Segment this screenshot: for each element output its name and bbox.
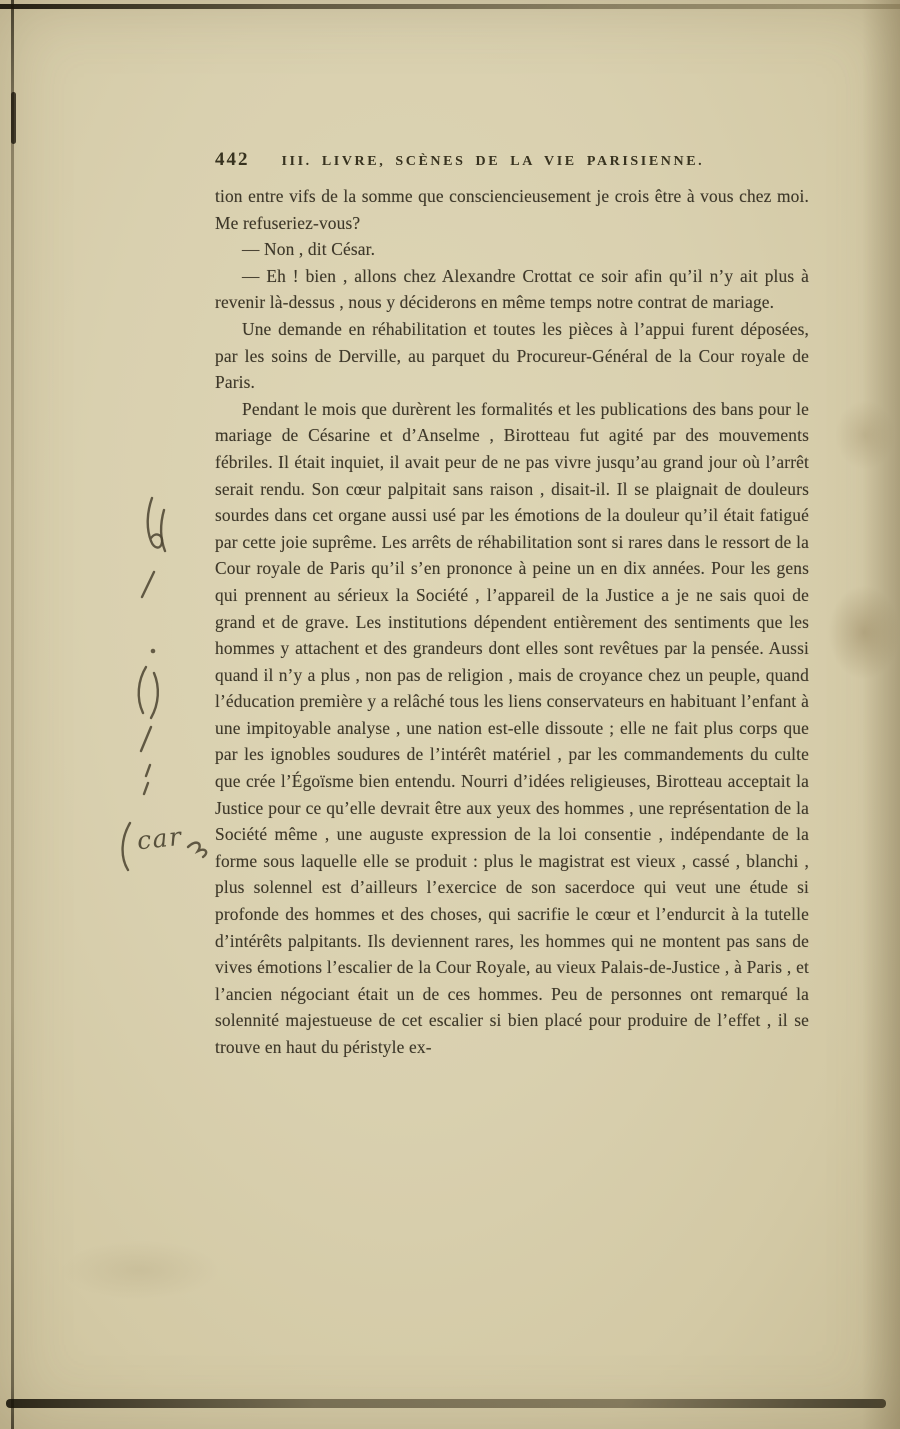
scan-edge-left	[11, 0, 14, 1429]
paragraph: tion entre vifs de la somme que consciencieusement je crois être à vous chez moi. Me refuseriez-vous?	[215, 186, 809, 233]
handwritten-mark-tick-1	[146, 765, 150, 776]
margin-note-text: car	[135, 821, 184, 856]
scan-edge-corner-mark	[11, 92, 16, 144]
running-header: III. LIVRE, SCÈNES DE LA VIE PARISIENNE.	[281, 154, 705, 169]
paragraph: Une demande en réhabilitation et toutes les pièces à l’appui furent déposées, par les soins de Derville, au parquet du Procureur-Général de la Cour royale de Paris.	[215, 318, 809, 393]
handwritten-mark-flourish-2	[161, 510, 165, 551]
paragraph: Pendant le mois que durèrent les formalités et les publications des bans pour le mariage de Césarine et d’Anselme , Birotteau fut agité par des mouvements fébriles. Il était inquiet, il avait peur de ne pas vivre jusqu’au grand jour où l’arrêt serait rendu. Son cœur palpitait sans raison , disait-il. Il se plaignait de douleurs sourdes dans cet organe aussi usé par les émotions de la douleur qu’il était fatigué par cette joie suprême. Les arrêts de réhabilitation sont si rares dans le ressort de la Cour royale de Paris qu’il s’en prononce à peine un en dix années. Pour les gens qui prennent au sérieux la Société , l’appareil de la Justice a je ne sais quoi de grand et de grave. Les institutions dépendent entièrement des sentiments que les hommes y attachent et des grandeurs dont elles sont revêtues par la pensée. Aussi quand il n’y a plus , non pas de religion , mais de croyance chez un peuple, quand l’éducation première y a relâché tous les liens conservateurs en habituant l’enfant à une impitoyable analyse , une nation est-elle dissoute ; elle ne fait plus corps que par les ignobles soudures de l’intérêt matériel , par les commandements du culte que crée l’Égoïsme bien entendu. Nourri d’idées religieuses, Birotteau acceptait la Justice pour ce qu’elle devrait être aux yeux des hommes , une représentation de la Société même , une auguste expression de la loi consentie , indépendante de la forme sous laquelle elle se produit : plus le magistrat est vieux , cassé , blanchi , plus solennel est d’ailleurs l’exercice de son sacerdoce qui veut une étude si profonde des hommes et des choses, qui sacrifie le cœur et l’endurcit à la tutelle d’intérêts palpitants. Ils deviennent rares, les hommes qui ne montent pas sans de vives émotions l’escalier de la Cour Royale, au vieux Palais-de-Justice , à Paris , et l’ancien négociant était un de ces hommes. Peu de personnes ont remarqué la solennité majestueuse de cet escalier si bien placé pour produire de l’effet , il se trouve en haut du péristyle ex-	[215, 398, 809, 1057]
handwritten-mark-slash-2	[141, 727, 151, 751]
handwritten-mark-tick-2	[144, 783, 148, 794]
scan-edge-right	[862, 0, 900, 1429]
paper-stain	[828, 585, 900, 680]
handwritten-mark-flourish	[148, 498, 162, 548]
handwritten-mark-tail	[188, 843, 206, 857]
handwritten-mark-slash-1	[142, 572, 154, 597]
page-number: 442	[215, 149, 250, 170]
handwritten-margin-note	[136, 822, 184, 856]
paper-stain	[60, 1240, 220, 1300]
handwritten-mark-dot	[151, 649, 156, 654]
handwritten-mark-paren-b	[151, 673, 158, 718]
page-header	[215, 149, 809, 171]
paragraph: — Non , dit César.	[242, 239, 376, 260]
text-column	[215, 149, 809, 1061]
handwritten-mark-paren-a	[139, 667, 146, 713]
scan-edge-top	[0, 4, 900, 9]
scan-edge-bottom	[6, 1399, 886, 1408]
paragraph: — Eh ! bien , allons chez Alexandre Crottat ce soir afin qu’il n’y ait plus à revenir là-dessus , nous y déciderons en même temps notre contrat de mariage.	[215, 265, 809, 313]
paper-stain	[835, 400, 895, 470]
handwritten-mark-bracket	[123, 823, 130, 870]
body-text	[215, 183, 809, 1061]
